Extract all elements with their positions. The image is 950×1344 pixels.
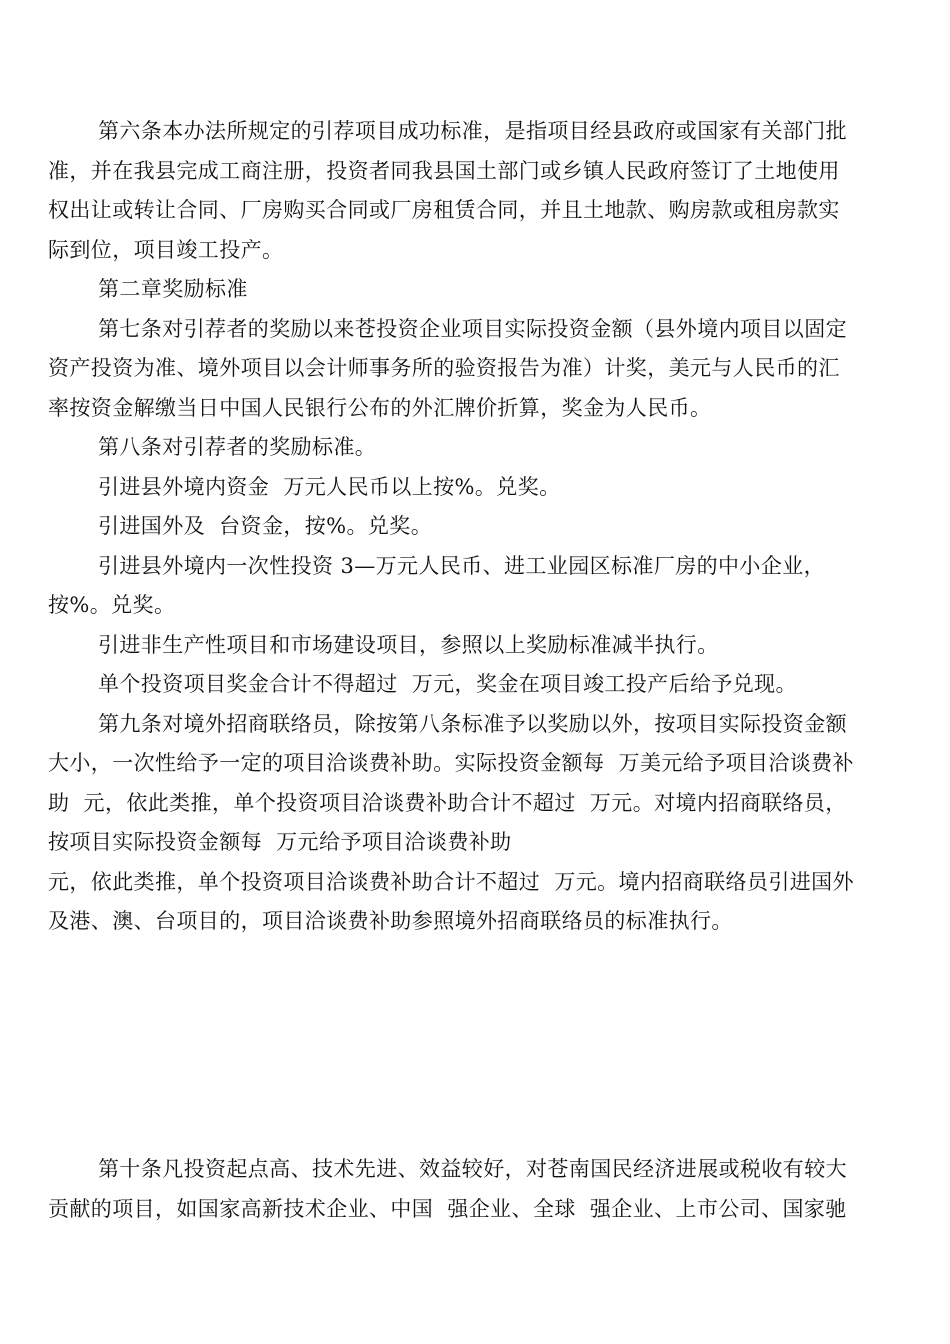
paragraph-article-9-line-2: 大小，一次性给予一定的项目洽谈费补助。实际投资金额每 万美元给予项目洽谈费补	[48, 751, 854, 775]
paragraph-article-6-line-4: 际到位，项目竣工投产。	[48, 237, 284, 262]
paragraph-article-8: 第八条对引荐者的奖励标准。	[98, 435, 377, 459]
paragraph-article-6-line-1: 第六条本办法所规定的引荐项目成功标准，是指项目经县政府或国家有关部门批	[98, 119, 847, 143]
chapter-2-heading: 第二章奖励标准	[98, 277, 248, 301]
paragraph-sme-line-2: 按%。兑奖。	[48, 593, 176, 617]
paragraph-article-6-line-3: 权出让或转让合同、厂房购买合同或厂房租赁合同，并且土地款、购房款或租房款实	[48, 198, 840, 222]
paragraph-article-7-line-2: 资产投资为准、境外项目以会计师事务所的验资报告为准）计奖，美元与人民币的汇	[48, 356, 840, 380]
paragraph-article-7-line-1: 第七条对引荐者的奖励以来苍投资企业项目实际投资金额（县外境内项目以固定	[98, 316, 847, 341]
paragraph-non-productive: 引进非生产性项目和市场建设项目，参照以上奖励标准减半执行。	[98, 632, 719, 657]
paragraph-bonus-cap: 单个投资项目奖金合计不得超过 万元，奖金在项目竣工投产后给予兑现。	[98, 672, 797, 696]
text-block-article-10	[48, 1150, 900, 1229]
paragraph-article-10-line-2: 贡献的项目，如国家高新技术企业、中国 强企业、全球 强企业、上市公司、国家驰	[48, 1196, 847, 1221]
paragraph-article-10-line-1: 第十条凡投资起点高、技术先进、效益较好，对苍南国民经济进展或税收有较大	[98, 1157, 847, 1181]
paragraph-foreign-capital: 引进国外及 台资金，按%。兑奖。	[98, 514, 433, 538]
paragraph-article-9-line-6: 及港、澳、台项目的，项目洽谈费补助参照境外招商联络员的标准执行。	[48, 909, 733, 933]
paragraph-article-6-line-2: 准，并在我县完成工商注册，投资者同我县国土部门或乡镇人民政府签订了土地使用	[48, 158, 840, 183]
paragraph-article-7-line-3: 率按资金解缴当日中国人民银行公布的外汇牌价折算，奖金为人民币。	[48, 395, 712, 420]
paragraph-article-9-line-4: 按项目实际投资金额每 万元给予项目洽谈费补助	[48, 830, 512, 854]
paragraph-domestic-capital: 引进县外境内资金 万元人民币以上按%。兑奖。	[98, 474, 561, 499]
paragraph-article-9-line-5: 元，依此类推，单个投资项目洽谈费补助合计不超过 万元。境内招商联络员引进国外	[48, 869, 854, 894]
paragraph-article-9-line-3: 助 元，依此类推，单个投资项目洽谈费补助合计不超过 万元。对境内招商联络员，	[48, 790, 847, 815]
paragraph-article-9-line-1: 第九条对境外招商联络员，除按第八条标准予以奖励以外，按项目实际投资金额	[98, 711, 847, 736]
paragraph-sme-line-1: 引进县外境内一次性投资 3—万元人民币、进工业园区标准厂房的中小企业，	[98, 553, 826, 578]
text-block-main	[48, 112, 900, 942]
